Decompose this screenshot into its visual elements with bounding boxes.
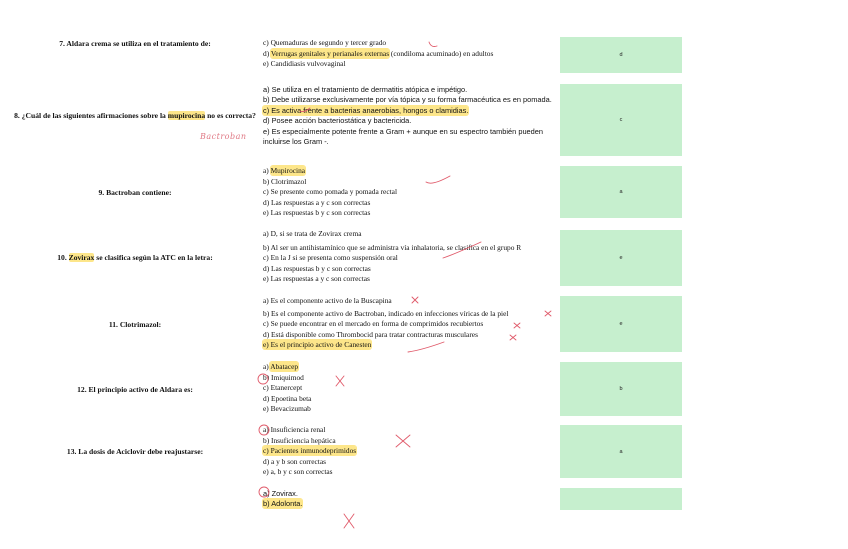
option: e) Es el principio activo de Canesten [263, 340, 372, 350]
option: c) Pacientes inmunodeprimidos [263, 446, 357, 456]
answer-cell-8 [560, 84, 682, 156]
option: b) Debe utilizarse exclusivamente por vía tópica y su forma farmacéutica es en pomada. [263, 95, 552, 105]
option: c) Se puede encontrar en el mercado en forma de comprimidos recubiertos [263, 319, 484, 329]
answer-letter: e [619, 321, 623, 327]
options-14 [263, 489, 558, 510]
question-12: 12. El principio activo de Aldara es: [77, 385, 193, 394]
ink-cross-mark [344, 514, 354, 528]
option: c) Etanercept [263, 383, 303, 393]
question-11: 11. Clotrimazol: [108, 320, 162, 329]
option: b) Al ser un antihistamínico que se administra vía inhalatoria, se clasifica en el grupo R [263, 242, 522, 252]
options-9 [263, 166, 558, 219]
answer-letter: c [619, 117, 623, 123]
answer-letter: d [619, 52, 623, 58]
option: b) Imiquimod [263, 372, 304, 382]
options-10 [263, 229, 558, 285]
question-8: 8. ¿Cuál de las siguientes afirmaciones sobre la mupirocina no es correcta? [14, 111, 256, 120]
option: d) Las respuestas b y c son correctas [263, 263, 371, 273]
option: e) Bevacizumab [263, 404, 311, 414]
answer-cell-9 [560, 166, 682, 218]
option: b) Adolonta. [263, 499, 303, 509]
option: d) Posee acción bacteriostática y bactericida. [263, 116, 412, 126]
option: e) Las respuestas a y c son correctas [263, 274, 370, 284]
answer-letter: e [619, 255, 623, 261]
options-12 [263, 362, 558, 415]
option: c) Quemaduras de segundo y tercer grado [263, 38, 387, 47]
option: e) Candidiasis vulvovaginal [263, 59, 346, 69]
answer-letter: a [619, 448, 623, 455]
option: a) Se utiliza en el tratamiento de dermatitis atópica e impétigo. [263, 85, 468, 94]
question-13: 13. La dosis de Aciclovir debe reajustarse: [66, 447, 204, 456]
option: a) D, si se trata de Zovirax crema [263, 229, 362, 238]
option: b) Clotrimazol [263, 176, 307, 186]
option: d) a y b son correctas [263, 456, 327, 466]
question-7: 7. Aldara crema se utiliza en el tratamiento de: [59, 39, 211, 48]
option: d) Está disponible como Thrombocid para tratar contracturas musculares [263, 329, 478, 339]
option: a) Mupirocina [263, 166, 306, 175]
handwritten-note: Bactroban [200, 132, 247, 141]
answer-cell-13 [560, 425, 682, 478]
question-9: 9. Bactroban contiene: [98, 188, 172, 197]
answer-letter: b [619, 386, 623, 392]
option: b) Insuficiencia hepática [263, 435, 336, 445]
option: a) Es el componente activo de la Buscapina [263, 296, 392, 305]
answer-cell-7 [560, 37, 682, 73]
option: d) Las respuestas a y c son correctas [263, 197, 371, 207]
options-11 [263, 296, 558, 351]
option: e) Las respuestas b y c son correctas [263, 208, 371, 218]
answer-cell-10 [560, 230, 682, 286]
answer-letter: a [619, 189, 623, 195]
options-7 [263, 38, 558, 70]
answer-cell-11 [560, 296, 682, 352]
answer-cell-14 [560, 488, 682, 510]
option: a) Abatacep [263, 362, 299, 371]
option: d) Epoetina beta [263, 393, 312, 403]
answer-cell-12 [560, 362, 682, 416]
option: a) Zovirax. [263, 489, 298, 498]
option: c) En la J si se presenta como suspensión oral [263, 253, 398, 263]
options-8 [263, 85, 555, 147]
option: b) Es el componente activo de Bactroban, indicado en infecciones víricas de la piel [263, 308, 509, 318]
option: c) Es activa frente a bacterias anaerobias, hongos o clamidias. [263, 105, 469, 115]
option: e) Es especialmente potente frente a Gram + aunque en su espectro también pueden incluirse los Gram -. [263, 126, 543, 147]
option: c) Se presente como pomada y pomada rectal [263, 187, 398, 197]
question-10: 10. Zovirax se clasifica según la ATC en la letra: [57, 253, 213, 262]
options-13 [263, 425, 558, 478]
option: d) Verrugas genitales y perianales externas (condiloma acuminado) en adultos [263, 48, 494, 58]
option: a) Insuficiencia renal [263, 425, 326, 434]
option: e) a, b y c son correctas [263, 467, 333, 477]
